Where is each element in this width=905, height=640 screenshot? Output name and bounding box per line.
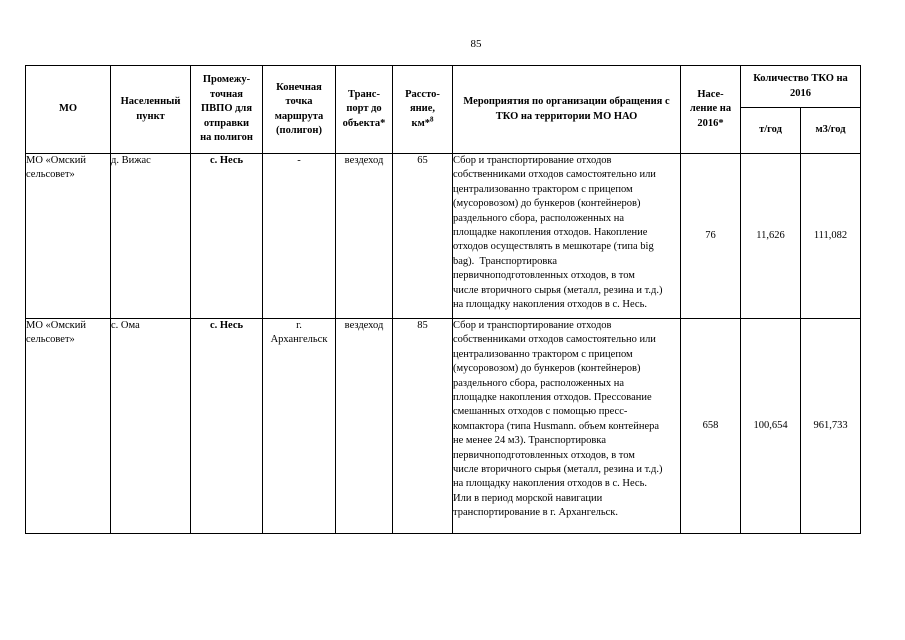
header-distance-text <box>393 88 452 117</box>
cell-distance: 65 <box>393 154 453 319</box>
cell-measures-line: числе вторичного сырья (металл, резина и т.д.) <box>453 464 663 476</box>
cell-measures-line: первичноподготовленных отходов, в том <box>453 449 635 461</box>
cell-measures-line: собственниками отходов самостоятельно или <box>453 169 656 181</box>
header-m3-per-year: м3/год <box>801 108 861 154</box>
header-intermediate-line: на полигон <box>200 132 253 144</box>
header-intermediate-text <box>191 73 262 145</box>
header-transport <box>336 66 393 154</box>
cell-m3-per-year: 111,082 <box>801 154 861 319</box>
header-mo <box>26 66 111 154</box>
cell-measures-line: смешанных отходов с помощью пресс- <box>453 406 628 418</box>
cell-mo-line: сельсовет» <box>26 169 75 181</box>
header-route-endpoint <box>263 66 336 154</box>
cell-measures-line: компактора (типа Husmann. объем контейнера <box>453 420 660 432</box>
cell-route-endpoint <box>263 154 336 319</box>
cell-measures-line: числе вторичного сырья (металл, резина и т.д.) <box>453 284 663 296</box>
cell-measures-line: Или в период морской навигации <box>453 492 603 504</box>
header-intermediate-point <box>191 66 263 154</box>
cell-endpoint-line: Архангельск <box>270 334 328 346</box>
header-population-line: Насе- <box>697 88 724 100</box>
cell-m3-per-year: 961,733 <box>801 319 861 534</box>
header-intermediate-line: точная <box>210 88 243 100</box>
header-distance-line: Рассто- <box>405 88 440 100</box>
header-waste-amount <box>741 66 861 108</box>
header-population-line: ление на <box>689 103 732 115</box>
header-distance-unit: км* <box>411 117 430 129</box>
header-tons-per-year: т/год <box>741 108 801 154</box>
table-row <box>26 319 861 534</box>
cell-transport: вездеход <box>336 319 393 534</box>
header-measures-text <box>453 95 680 124</box>
cell-mo-line: МО «Омский <box>26 155 87 166</box>
waste-management-table <box>25 65 861 534</box>
cell-measures-line: не менее 24 м3). Транспортировка <box>453 435 606 447</box>
cell-settlement: с. Ома <box>111 319 191 534</box>
header-intermediate-line: Промежу- <box>202 74 251 86</box>
header-waste-amount-text <box>741 72 860 101</box>
cell-measures-line: Сбор и транспортирование отходов <box>453 320 612 331</box>
header-row <box>26 66 861 108</box>
cell-measures-line: (мусоровозом) до бункеров (контейнеров) <box>453 198 641 210</box>
cell-mo-line: сельсовет» <box>26 334 75 346</box>
cell-endpoint-line: - <box>297 155 301 166</box>
cell-measures-line: площадке накопления отходов. Накопление <box>453 227 648 239</box>
header-waste-amount-line: Количество ТКО на <box>753 73 848 85</box>
cell-route-endpoint <box>263 319 336 534</box>
header-settlement-line: Населенный <box>120 96 181 108</box>
cell-measures <box>453 319 681 534</box>
cell-intermediate-point: с. Несь <box>191 154 263 319</box>
header-transport-line: объекта* <box>342 117 386 129</box>
cell-measures <box>453 154 681 319</box>
cell-measures-line: на площадку накопления отходов в с. Несь. <box>453 478 647 490</box>
header-measures-line: ТКО на территории МО НАО <box>495 110 638 122</box>
cell-measures-line: площадке накопления отходов. Прессование <box>453 392 652 404</box>
cell-mo-text <box>26 319 110 348</box>
cell-endpoint-text <box>263 154 335 168</box>
header-mo-line: МО <box>58 103 78 115</box>
header-settlement-text <box>111 95 190 124</box>
cell-measures-text <box>453 319 680 521</box>
cell-mo-line: МО «Омский <box>26 320 87 331</box>
header-population <box>681 66 741 154</box>
header-settlement-line: пункт <box>136 110 165 122</box>
cell-measures-line: собственниками отходов самостоятельно или <box>453 334 656 346</box>
header-distance-unit-line <box>393 117 452 131</box>
cell-measures-line: (мусоровозом) до бункеров (контейнеров) <box>453 363 641 375</box>
cell-tons-per-year: 11,626 <box>741 154 801 319</box>
header-distance-footnote: 8 <box>429 115 434 124</box>
cell-measures-line: отходов осуществлять в мешкотаре (типа big <box>453 241 654 253</box>
header-endpoint-line: Конечная <box>276 81 322 93</box>
cell-measures-line: на площадку накопления отходов в с. Несь. <box>453 299 647 311</box>
cell-measures-line: раздельного сбора, расположенных на <box>453 212 624 224</box>
header-waste-amount-line: 2016 <box>790 87 811 99</box>
cell-mo <box>26 319 111 534</box>
header-transport-line: Транс- <box>348 88 380 100</box>
header-distance <box>393 66 453 154</box>
cell-endpoint-line: г. <box>296 320 302 331</box>
header-measures-line: Мероприятия по организации обращения с <box>463 96 670 108</box>
cell-intermediate-point: с. Несь <box>191 319 263 534</box>
header-settlement <box>111 66 191 154</box>
cell-measures-line: Сбор и транспортирование отходов <box>453 155 612 166</box>
cell-measures-line: первичноподготовленных отходов, в том <box>453 270 635 282</box>
cell-tons-per-year: 100,654 <box>741 319 801 534</box>
header-endpoint-text <box>263 81 335 139</box>
cell-measures-text <box>453 154 680 312</box>
header-intermediate-line: отправки <box>203 117 250 129</box>
cell-transport: вездеход <box>336 154 393 319</box>
cell-mo-text <box>26 154 110 183</box>
header-distance-line: яние, <box>409 103 436 115</box>
cell-measures-line: раздельного сбора, расположенных на <box>453 377 624 389</box>
cell-measures-line: транспортирование в г. Архангельск. <box>453 507 619 519</box>
page-number: 85 <box>470 38 482 50</box>
header-transport-text <box>336 88 392 131</box>
cell-endpoint-text <box>263 319 335 348</box>
header-population-text <box>681 88 740 131</box>
header-endpoint-line: точка <box>285 96 313 108</box>
cell-distance: 85 <box>393 319 453 534</box>
header-population-line: 2016* <box>697 117 724 129</box>
header-intermediate-line: ПВПО для <box>200 103 252 115</box>
cell-population: 658 <box>681 319 741 534</box>
cell-measures-line: централизованно трактором с прицепом <box>453 183 633 195</box>
cell-measures-line: bag). Транспортировка <box>453 255 557 267</box>
cell-mo <box>26 154 111 319</box>
header-measures <box>453 66 681 154</box>
header-mo-text <box>26 102 110 116</box>
cell-population: 76 <box>681 154 741 319</box>
cell-settlement: д. Вижас <box>111 154 191 319</box>
table-row <box>26 154 861 319</box>
header-endpoint-line: маршрута <box>274 110 324 122</box>
cell-measures-line: централизованно трактором с прицепом <box>453 348 633 360</box>
header-transport-line: порт до <box>346 103 382 115</box>
header-endpoint-line: (полигон) <box>276 124 322 136</box>
